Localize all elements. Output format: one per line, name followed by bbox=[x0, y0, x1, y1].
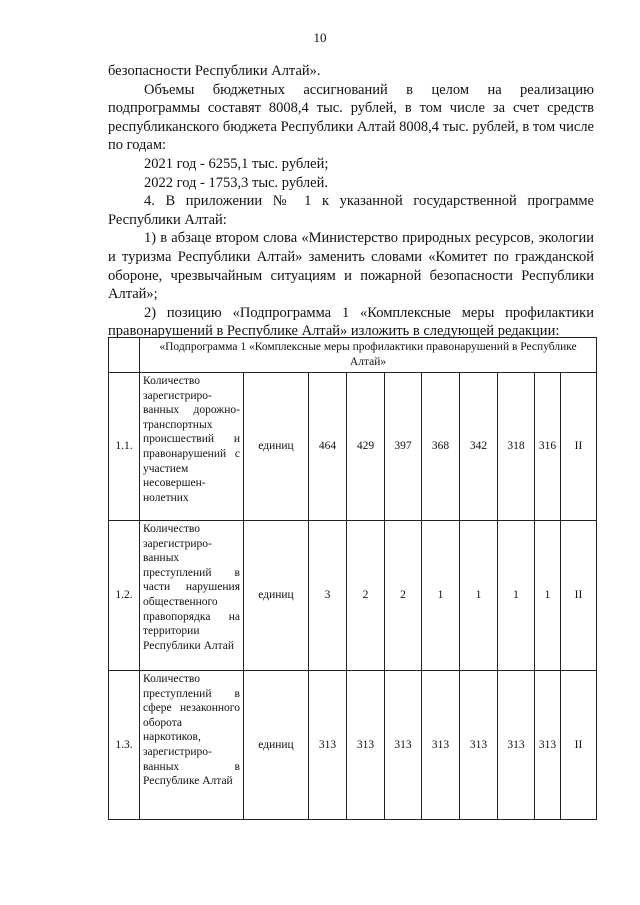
header-empty-cell bbox=[109, 338, 140, 373]
row-number: 1.3. bbox=[109, 671, 140, 820]
table-row bbox=[109, 671, 597, 820]
value-cell: 316 bbox=[535, 373, 561, 521]
indicators-table bbox=[108, 337, 597, 820]
value-cell: 2 bbox=[385, 521, 422, 671]
value-cell: 342 bbox=[460, 373, 498, 521]
subprogram-header: «Подпрограмма 1 «Комплексные меры профилактики правонарушений в Республике Алтай» bbox=[140, 338, 597, 373]
table-row bbox=[109, 373, 597, 521]
unit-cell: единиц bbox=[244, 671, 309, 820]
mark-cell: II bbox=[561, 671, 597, 820]
value-cell: 1 bbox=[460, 521, 498, 671]
value-cell: 397 bbox=[385, 373, 422, 521]
mark-cell: II bbox=[561, 521, 597, 671]
value-cell: 313 bbox=[309, 671, 347, 820]
document-body bbox=[108, 62, 594, 341]
row-number: 1.1. bbox=[109, 373, 140, 521]
value-cell: 368 bbox=[422, 373, 460, 521]
paragraph-subitem-1: 1) в абзаце втором слова «Министерство природных ресурсов, экологии и туризма Республики Алтай» заменить словами «Комитет по гражданской обороне, чрезвычайным ситуациям и пожарной безопасности Республики Алтай»; bbox=[108, 230, 594, 303]
value-cell: 318 bbox=[498, 373, 535, 521]
paragraph-year-2022: 2022 год - 1753,3 тыс. рублей. bbox=[144, 174, 328, 191]
value-cell: 429 bbox=[347, 373, 385, 521]
value-cell: 313 bbox=[535, 671, 561, 820]
value-cell: 313 bbox=[498, 671, 535, 820]
value-cell: 313 bbox=[460, 671, 498, 820]
value-cell: 1 bbox=[535, 521, 561, 671]
unit-cell: единиц bbox=[244, 521, 309, 671]
value-cell: 2 bbox=[347, 521, 385, 671]
indicator-description: Количество зарегистриро-ванных дорожно-транспортных происшествий и правонарушений с участием несовершен-нолетних bbox=[140, 373, 244, 521]
indicator-description: Количество зарегистриро-ванных преступлений в части нарушения общественного правопорядка на территории Республики Алтай bbox=[140, 521, 244, 671]
value-cell: 1 bbox=[422, 521, 460, 671]
table-row bbox=[109, 521, 597, 671]
indicator-description: Количество преступлений в сфере незаконного оборота наркотиков, зарегистриро-ванных в Республике Алтай bbox=[140, 671, 244, 820]
row-number: 1.2. bbox=[109, 521, 140, 671]
mark-cell: II bbox=[561, 373, 597, 521]
paragraph-continuation: безопасности Республики Алтай». bbox=[108, 63, 321, 79]
unit-cell: единиц bbox=[244, 373, 309, 521]
value-cell: 464 bbox=[309, 373, 347, 521]
paragraph-year-2021: 2021 год - 6255,1 тыс. рублей; bbox=[144, 155, 329, 172]
paragraph-subitem-2: 2) позицию «Подпрограмма 1 «Комплексные меры профилактики правонарушений в Республике Алтай» изложить в следующей редакции: bbox=[108, 304, 594, 340]
page-number: 10 bbox=[313, 30, 327, 45]
value-cell: 313 bbox=[385, 671, 422, 820]
paragraph-budget: Объемы бюджетных ассигнований в целом на реализацию подпрограммы составят 8008,4 тыс. рублей, в том числе за счет средств республиканского бюджета Республики Алтай 8008,4 тыс. рублей, в том числе по годам: bbox=[108, 81, 594, 154]
value-cell: 3 bbox=[309, 521, 347, 671]
value-cell: 1 bbox=[498, 521, 535, 671]
paragraph-item-4: 4. В приложении № 1 к указанной государственной программе Республики Алтай: bbox=[108, 193, 594, 228]
value-cell: 313 bbox=[347, 671, 385, 820]
table-header-row bbox=[109, 338, 597, 373]
value-cell: 313 bbox=[422, 671, 460, 820]
